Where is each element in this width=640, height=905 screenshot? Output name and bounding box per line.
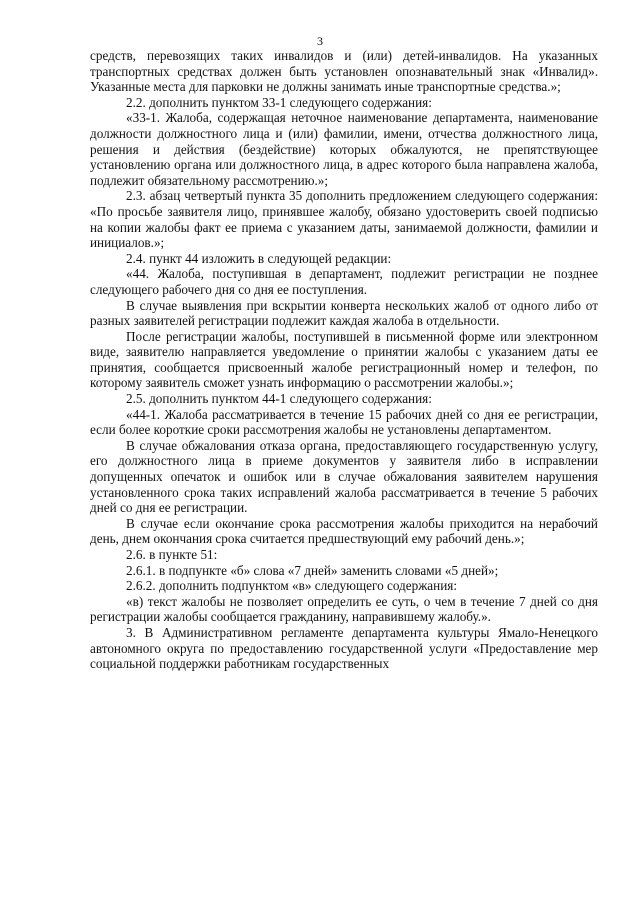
paragraph: 2.2. дополнить пунктом 33-1 следующего содержания: — [126, 94, 432, 110]
paragraph: 2.6.1. в подпункте «б» слова «7 дней» заменить словами «5 дней»; — [126, 562, 499, 578]
paragraph: 3. В Административном регламенте департамента культуры Ямало-Ненецкого автономного округа по предоставлению государственной услуги «Предоставление мер социальной поддержки работникам государственных — [90, 624, 598, 672]
paragraph: После регистрации жалобы, поступившей в письменной форме или электронном виде, заявителю направляется уведомление о принятии жалобы с указанием даты ее принятия, сообщается присвоенный жалобе регистрационный номер и телефон, по которому заявитель сможет узнать информацию о рассмотрении жалобы.»; — [90, 328, 598, 391]
paragraph: В случае обжалования отказа органа, предоставляющего государственную услугу, его должностного лица в приеме документов у заявителя либо в исправлении допущенных опечаток и ошибок или в случае обжалования заявителем нарушения установленного срока таких исправлений жалоба рассматривается в течение 5 рабочих дней со дня ее регистрации. — [90, 437, 598, 516]
paragraph: 2.3. абзац четвертый пункта 35 дополнить предложением следующего содержания: «По просьбе заявителя лицо, принявшее жалобу, обязано удостоверить своей подписью на копии жалобы факт ее приема с указанием даты, занимаемой должности, фамилии и инициалов.»; — [90, 188, 598, 251]
paragraph: «44. Жалоба, поступившая в департамент, подлежит регистрации не позднее следующего рабочего дня со дня ее поступления. — [90, 266, 598, 297]
page-number: 3 — [317, 34, 323, 48]
paragraph: В случае если окончание срока рассмотрения жалобы приходится на нерабочий день, днем окончания срока считается предшествующий ему рабочий день.»; — [90, 515, 598, 547]
paragraph: «в) текст жалобы не позволяет определить ее суть, о чем в течение 7 дней со дня регистрации жалобы сообщается гражданину, направившему жалобу.». — [90, 593, 598, 625]
paragraph: «33-1. Жалоба, содержащая неточное наименование департамента, наименование должности должностного лица и (или) фамилии, имени, отчества должностного лица, решения и действия (бездействие) которых обжалуются, не препятствующее установлению органа или должностного лица, в адрес которого была направлена жалоба, подлежит обязательному рассмотрению.»; — [90, 110, 598, 188]
document-body — [90, 48, 598, 672]
paragraph: средств, перевозящих таких инвалидов и (или) детей-инвалидов. На указанных транспортных средствах должен быть установлен опознавательный знак «Инвалид». Указанные места для парковки не должны занимать иные транспортные средства.»; — [90, 48, 598, 95]
paragraph: «44-1. Жалоба рассматривается в течение 15 рабочих дней со дня ее регистрации, если более короткие сроки рассмотрения жалобы не установлены департаментом. — [90, 406, 598, 438]
paragraph: 2.6.2. дополнить подпунктом «в» следующего содержания: — [126, 578, 458, 594]
paragraph: В случае выявления при вскрытии конверта нескольких жалоб от одного либо от разных заявителей регистрации подлежит каждая жалоба в отдельности. — [90, 297, 598, 329]
paragraph: 2.6. в пункте 51: — [126, 547, 218, 562]
paragraph: 2.5. дополнить пунктом 44-1 следующего содержания: — [126, 391, 432, 407]
paragraph: 2.4. пункт 44 изложить в следующей редакции: — [126, 250, 392, 266]
